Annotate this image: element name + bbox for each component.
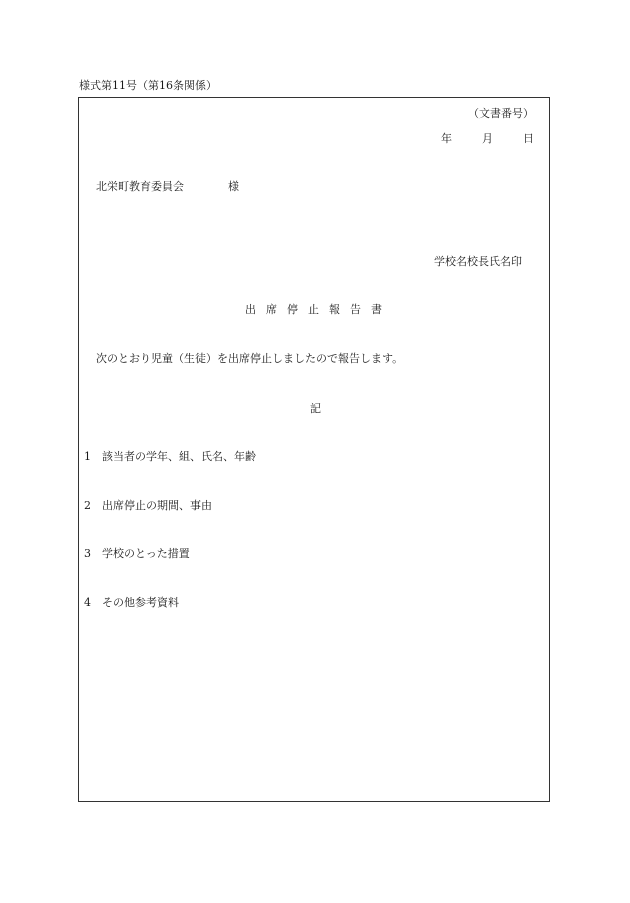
date-line [441,133,534,144]
date-month: 月 [482,132,493,145]
document-title: 出席停止報告書 [245,303,392,316]
form-number-label: 様式第11号（第16条関係） [79,79,217,92]
item-label: その他参考資料 [102,596,179,609]
addressee [96,181,239,192]
date-day: 日 [523,132,534,145]
item-label: 出席停止の期間、事由 [102,499,212,512]
body-text: 次のとおり児童（生徒）を出席停止しましたので報告します。 [96,352,404,365]
item-number: 1 [84,450,91,463]
list-item [84,548,190,559]
date-year: 年 [441,132,452,145]
item-number: 3 [84,547,91,560]
ki-heading: 記 [310,402,321,415]
item-label: 学校のとった措置 [102,547,190,560]
list-item [84,451,256,462]
item-label: 該当者の学年、組、氏名、年齢 [102,450,256,463]
addressee-honorific: 様 [228,180,239,193]
addressee-name: 北栄町教育委員会 [96,180,184,193]
item-number: 4 [84,596,91,609]
list-item [84,500,212,511]
item-number: 2 [84,499,91,512]
principal-signature: 学校名校長氏名印 [434,255,522,268]
document-number: （文書番号） [468,107,534,120]
list-item [84,597,179,608]
